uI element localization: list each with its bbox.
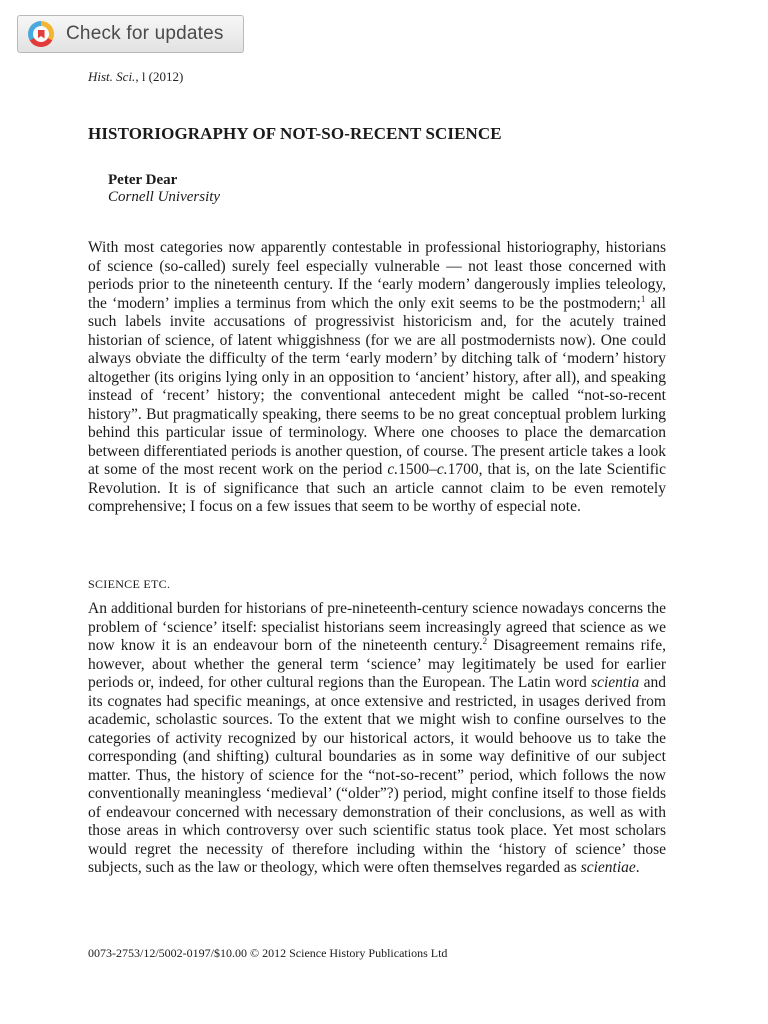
copyright-footer: 0073-2753/12/5002-0197/$10.00 © 2012 Science History Publications Ltd bbox=[88, 946, 448, 960]
journal-citation bbox=[88, 69, 183, 85]
latin-term-scientia: scientia bbox=[591, 674, 640, 691]
footnote-ref-2[interactable]: 2 bbox=[482, 636, 488, 646]
p1-text-d: 1500– bbox=[398, 461, 437, 478]
journal-volume: , l (2012) bbox=[135, 69, 184, 84]
p2-text-a: An additional burden for historians of pre-nineteenth-century science nowadays concerns the problem of ‘science’ itself: specialist historians seem increasingly agreed that science as we now know it is an endeavour born of the nineteenth century. bbox=[88, 600, 666, 654]
section-heading: SCIENCE ETC. bbox=[88, 577, 171, 591]
circa-1: c. bbox=[387, 461, 399, 478]
section-paragraph bbox=[88, 600, 666, 878]
check-for-updates-button[interactable] bbox=[17, 15, 244, 53]
p1-text-a: With most categories now apparently contestable in professional historiography, historians of science (so-called) surely feel especially vulnerable — not least those concerned with periods prior to the nineteenth century. If the ‘early modern’ dangerously implies teleology, the ‘modern’ implies a terminus from which the only exit seems to be the postmodern; bbox=[88, 239, 666, 312]
journal-abbreviation: Hist. Sci. bbox=[88, 69, 136, 84]
footnote-ref-1[interactable]: 1 bbox=[640, 293, 646, 304]
article-title: HISTORIOGRAPHY OF NOT-SO-RECENT SCIENCE bbox=[88, 124, 502, 143]
crossmark-icon bbox=[28, 21, 54, 47]
latin-term-scientiae: scientiae bbox=[580, 859, 636, 876]
p2-text-b: Disagreement remains rife, however, about whether the general term ‘science’ may legitimately be used for earlier periods or, indeed, for other cultural regions than the European. The Latin word bbox=[88, 637, 667, 691]
author-name: Peter Dear bbox=[108, 172, 178, 188]
circa-2: c. bbox=[436, 461, 448, 478]
author-affiliation: Cornell University bbox=[108, 189, 221, 205]
p2-text-d: . bbox=[635, 859, 640, 876]
p1-text-e: 1700, that is, on the late Scientific Revolution. It is of significance that such an article cannot claim to be even remotely comprehensive; I focus on a few issues that seem to be worthy of especial note. bbox=[88, 461, 666, 515]
p2-text-c: and its cognates had specific meanings, at once extensive and restricted, in usages derived from academic, scholastic sources. To the extent that we might wish to confine ourselves to the categories of activity recognized by our historical actors, it would behoove us to take the corresponding (and shifting) cultural boundaries as in some way definitive of our subject matter. Thus, the history of science for the “not-so-recent” period, which follows the now conventionally meaningless ‘medieval’ (“older”?) period, might confine itself to those fields of endeavour concerned with necessary demonstration of their conclusions, as well as with those areas in which controversy over such scientific status took place. Yet most scholars would regret the necessity of therefore including within the ‘history of science’ those subjects, such as the law or theology, which were often themselves regarded as bbox=[88, 674, 666, 876]
p1-text-b: all such labels invite accusations of progressivist historicism and, for the acutely trained historian of science, of latent whiggishness (for we are all postmodernists now). One could always obviate the difficulty of the term ‘early modern’ by ditching talk of ‘modern’ history altogether (its origins lying only in an opposition to ‘ancient’ history, after all), and speaking instead of ‘recent’ history; the conventional antecedent might be called “not-so-recent history”. But pragmatically speaking, there seems to be no great conceptual problem lurking behind this particular issue of terminology. Where one chooses to place the demarcation between differentiated periods is another question, of course. The present article takes a look at some of the most recent work on the period bbox=[88, 294, 666, 478]
check-for-updates-label: Check for updates bbox=[66, 23, 224, 44]
intro-paragraph bbox=[88, 239, 666, 517]
